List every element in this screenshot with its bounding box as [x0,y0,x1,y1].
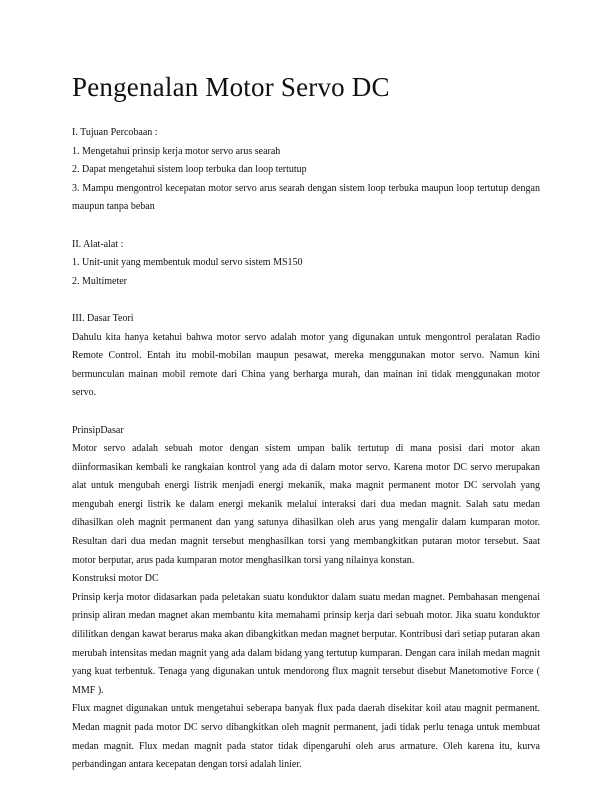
document-title: Pengenalan Motor Servo DC [72,72,390,102]
konstruksi-paragraph-2: Flux magnet digunakan untuk mengetahui seberapa banyak flux pada daerah disekitar koil atau magnit permanent. Medan magnit pada motor DC servo dibangkitkan oleh magnit permanent, jadi tidak perlu tenaga untuk membuat medan magnit. Flux medan magnit pada stator tidak dipengaruhi oleh arus armature. Oleh karena itu, kurva perbandingan antara kecepatan dengan torsi adalah linier. [72,703,540,771]
prinsip-dasar-paragraph: Motor servo adalah sebuah motor dengan sistem umpan balik tertutup di mana posisi dari motor akan diinformasikan kembali ke rangkaian kontrol yang ada di dalam motor servo. Karena motor DC servo merupakan alat untuk mengubah energi listrik menjadi energi mekanik, maka magnit permanent motor DC servolah yang mengubah energi listrik ke dalam energi mekanik melalui interaksi dari dua medan magnit. Salah satu medan dihasilkan oleh magnit permanent dan yang satunya dihasilkan oleh arus yang mengalir dalam kumparan motor. Resultan dari dua medan magnit tersebut menghasilkan torsi yang membangkitkan putaran motor tersebut. Saat motor berputar, arus pada kumparan motor menghasilkan torsi yang nilainya konstan. [72,443,540,566]
section-gap [72,217,540,236]
alat-item-2: 2. Multimeter [72,275,127,287]
section-heading-dasar-teori: III. Dasar Teori [72,312,134,324]
tujuan-item-1: 1. Mengetahui prinsip kerja motor servo arus searah [72,145,281,157]
section-gap [72,403,540,422]
document-body [72,124,540,775]
section-heading-konstruksi: Konstruksi motor DC [72,573,159,585]
section-gap [72,291,540,310]
konstruksi-paragraph-1: Prinsip kerja motor didasarkan pada peletakan suatu konduktor dalam suatu medan magnet. Pembahasan mengenai prinsip aliran medan magnet akan membantu kita memahami prinsip kerja dari sebuah motor. Jika suatu konduktor dililitkan dengan kawat berarus maka akan dibangkitkan medan magnet berputar. Kontribusi dari setiap putaran akan merubah intensitas medan magnit yang ada dalam bidang yang tertutup kumparan. Dengan cara inilah medan magnit yang kuat terbentuk. Tenaga yang digunakan untuk mendorong flux magnit tersebut disebut Manetomotive Force ( MMF ). [72,591,540,696]
tujuan-item-2: 2. Dapat mengetahui sistem loop terbuka dan loop tertutup [72,164,307,176]
dasar-teori-paragraph: Dahulu kita hanya ketahui bahwa motor servo adalah motor yang digunakan untuk mengontrol peralatan Radio Remote Control. Entah itu mobil-mobilan maupun pesawat, mereka menggunakan motor servo. Namun kini bermunculan mainan mobil remote dari China yang berharga murah, dan mainan ini tidak menggunakan motor servo. [72,331,540,399]
section-heading-alat: II. Alat-alat : [72,238,124,250]
tujuan-item-3: 3. Mampu mengontrol kecepatan motor servo arus searah dengan sistem loop terbuka maupun loop tertutup dengan maupun tanpa beban [72,182,540,213]
section-heading-prinsip-dasar: PrinsipDasar [72,424,124,436]
alat-item-1: 1. Unit-unit yang membentuk modul servo sistem MS150 [72,257,303,269]
section-heading-tujuan: I. Tujuan Percobaan : [72,127,158,138]
